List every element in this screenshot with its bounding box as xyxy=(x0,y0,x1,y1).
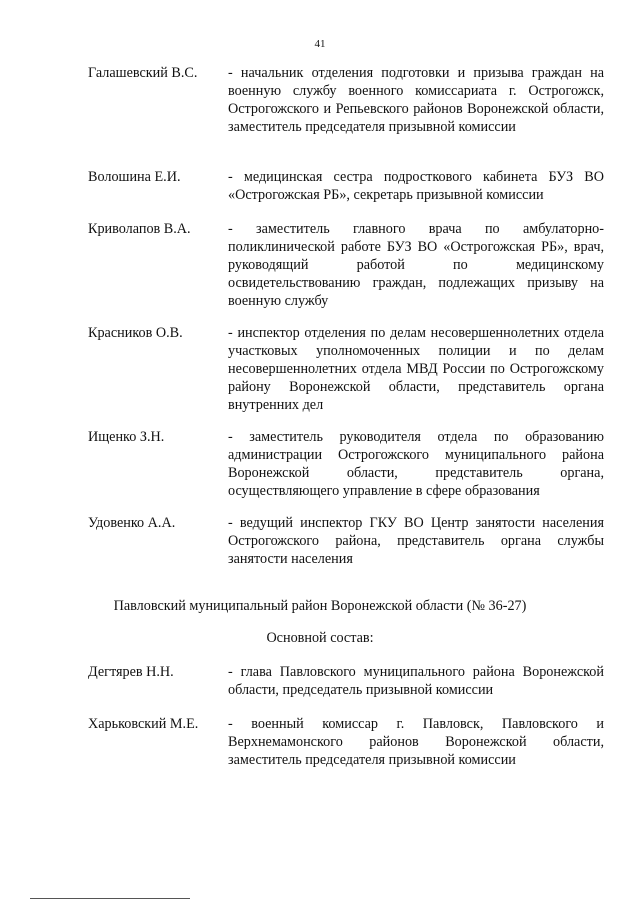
member-name: Харьковский М.Е. xyxy=(88,716,199,732)
member-role: - ведущий инспектор ГКУ ВО Центр занятости населения Острогожского района, представитель органа службы занятости населения xyxy=(228,515,604,567)
member-role: - инспектор отделения по делам несовершеннолетних отдела участковых уполномоченных полиции и по делам несовершеннолетних отдела МВД России по Острогожскому району Воронежской области, представитель органа внутренних дел xyxy=(228,325,604,413)
member-role: - начальник отделения подготовки и призыва граждан на военную службу военного комиссариата г. Острогожск, Острогожского и Репьевского районов Воронежской области, заместитель председателя призывной комиссии xyxy=(228,65,604,135)
member-entry xyxy=(88,428,604,500)
member-name: Ищенко З.Н. xyxy=(88,429,165,445)
member-name: Галашевский В.С. xyxy=(88,65,198,81)
member-name: Удовенко А.А. xyxy=(88,515,176,531)
member-name: Красников О.В. xyxy=(88,325,183,341)
section-subheading: Основной состав: xyxy=(266,630,374,646)
member-entry xyxy=(88,715,604,769)
member-entry xyxy=(88,514,604,568)
member-entry xyxy=(88,324,604,414)
member-role: - медицинская сестра подросткового кабинета БУЗ ВО «Острогожская РБ», секретарь призывной комиссии xyxy=(228,169,604,203)
member-entry xyxy=(88,220,604,310)
member-entry xyxy=(88,168,604,204)
page-number: 41 xyxy=(314,38,326,50)
member-name: Дегтярев Н.Н. xyxy=(88,664,174,680)
member-role: - заместитель руководителя отдела по образованию администрации Острогожского муниципального района Воронежской области, представитель органа, осуществляющего управление в сфере образования xyxy=(228,429,604,499)
member-role: - заместитель главного врача по амбулаторно-поликлинической работе БУЗ ВО «Острогожская РБ», врач, руководящий работой по медицинскому освидетельствованию граждан, подлежащих призыву на военную службу xyxy=(228,221,604,309)
member-role: - военный комиссар г. Павловск, Павловского и Верхнемамонского районов Воронежской области, заместитель председателя призывной комиссии xyxy=(228,716,604,768)
section-heading: Павловский муниципальный район Воронежской области (№ 36-27) xyxy=(113,598,527,614)
scan-edge-line xyxy=(30,898,190,899)
member-entry xyxy=(88,64,604,136)
member-name: Волошина Е.И. xyxy=(88,169,181,185)
member-name: Криволапов В.А. xyxy=(88,221,191,237)
member-entry xyxy=(88,663,604,699)
member-role: - глава Павловского муниципального района Воронежской области, председатель призывной комиссии xyxy=(228,664,604,698)
